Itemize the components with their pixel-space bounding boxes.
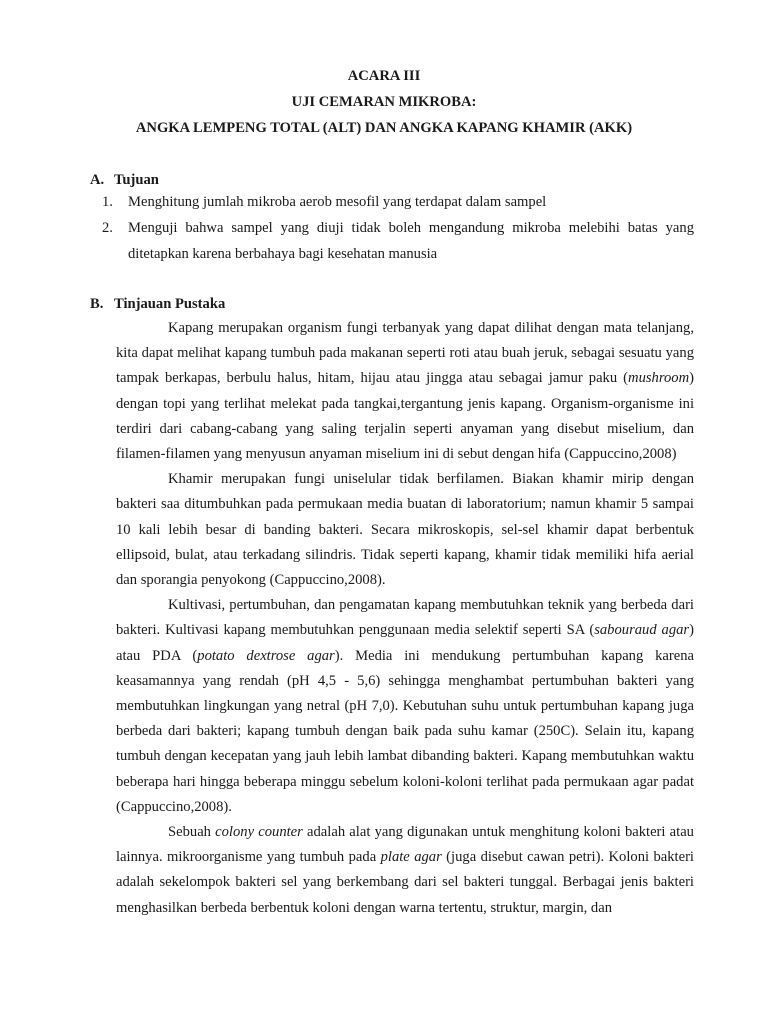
italic-term: colony counter — [215, 824, 303, 841]
text-run: Sebuah — [168, 824, 216, 841]
text-run: ). Media ini mendukung pertumbuhan kapang karena keasamannya yang rendah (pH 4,5 - 5,6) sehingga menghambat pertumbuhan bakteri yang membutuhkan lingkungan yang netral (pH 7,0). Kebutuhan suhu untuk pertumbuhan kapang juga berbeda dari bakteri; kapang tumbuh dengan baik pada suhu kamar (250C). Selain itu, kapang tumbuh dengan kecepatan yang jauh lebih lambat dibanding bakteri. Kapang membutuhkan waktu beberapa hari hingga beberapa minggu sebelum koloni-koloni terlihat pada permukaan agar padat (Cappuccino,2008). — [116, 647, 695, 815]
section-a-heading — [90, 170, 159, 190]
text-run: (juga disebut cawan petri). Koloni bakteri adalah sekelompok bakteri sel yang berkembang dari sel bakteri tunggal. Berbagai jenis bakteri menghasilkan berbeda berbentuk koloni dengan warna tertentu, struktur, margin, dan — [116, 849, 694, 916]
document-title-line-1: ACARA III — [347, 68, 421, 84]
list-item-text: Menghitung jumlah mikroba aerob mesofil yang terdapat dalam sampel — [128, 194, 547, 210]
text-run: ) dengan topi yang terlihat melekat pada tangkai,tergantung jenis kapang. Organism-organisme ini terdiri dari cabang-cabang yang saling terjalin seperti anyaman yang disebut miselium, dan filamen-filamen yang menyusun anyaman miselium ini di sebut dengan hifa (Cappuccino,2008) — [116, 370, 694, 463]
paragraph-khamir: Khamir merupakan fungi uniselular tidak berfilamen. Biakan khamir mirip dengan bakteri saa ditumbuhkan pada permukaan media buatan di laboratorium; namun khamir 5 sampai 10 kali lebih besar di banding bakteri. Secara mikroskopis, sel-sel khamir dapat berbentuk ellipsoid, bulat, atau terkadang silindris. Tidak seperti kapang, khamir tidak memiliki hifa aerial dan sporangia penyokong (Cappuccino,2008). — [116, 471, 694, 589]
list-item — [102, 215, 694, 267]
text-run: adalah alat yang digunakan untuk menghitung koloni bakteri atau lainnya. mikroorganisme yang tumbuh pada — [116, 824, 694, 866]
document-title-line-2: UJI CEMARAN MIKROBA: — [291, 94, 477, 110]
italic-term: potato dextrose agar — [197, 647, 335, 664]
text-run: ) atau PDA ( — [116, 622, 694, 664]
italic-term: sabouraud agar — [594, 622, 690, 639]
text-run: Kapang merupakan organism fungi terbanyak yang dapat dilihat dengan mata telanjang, kita dapat melihat kapang tumbuh pada makanan seperti roti atau buah jeruk, sebagai sesuatu yang tampak berkapas, berbulu halus, hitam, hijau atau jingga atau sebagai jamur paku ( — [116, 320, 694, 387]
list-item-text: Menguji bahwa sampel yang diuji tidak boleh mengandung mikroba melebihi batas yang ditetapkan karena berbahaya bagi kesehatan manusia — [128, 220, 694, 262]
section-a-letter: A. — [90, 172, 105, 188]
document-title-line-3: ANGKA LEMPENG TOTAL (ALT) DAN ANGKA KAPANG KHAMIR (AKK) — [135, 120, 633, 136]
paragraph-kapang — [116, 316, 694, 467]
section-b-heading — [90, 294, 225, 314]
literature-review-body — [116, 316, 694, 921]
section-b-title: Tinjauan Pustaka — [114, 296, 226, 312]
list-item-number: 2. — [102, 220, 113, 236]
section-b-letter: B. — [90, 296, 104, 312]
text-run: Kultivasi, pertumbuhan, dan pengamatan kapang membutuhkan teknik yang berbeda dari bakteri. Kultivasi kapang membutuhkan penggunaan media selektif seperti SA ( — [116, 597, 694, 639]
section-a-title: Tujuan — [114, 172, 159, 188]
paragraph-colony-counter — [116, 820, 694, 921]
list-item — [102, 189, 694, 215]
paragraph-kultivasi — [116, 593, 694, 820]
list-item-number: 1. — [102, 194, 113, 210]
italic-term: mushroom — [628, 370, 690, 387]
italic-term: plate agar — [380, 849, 442, 866]
